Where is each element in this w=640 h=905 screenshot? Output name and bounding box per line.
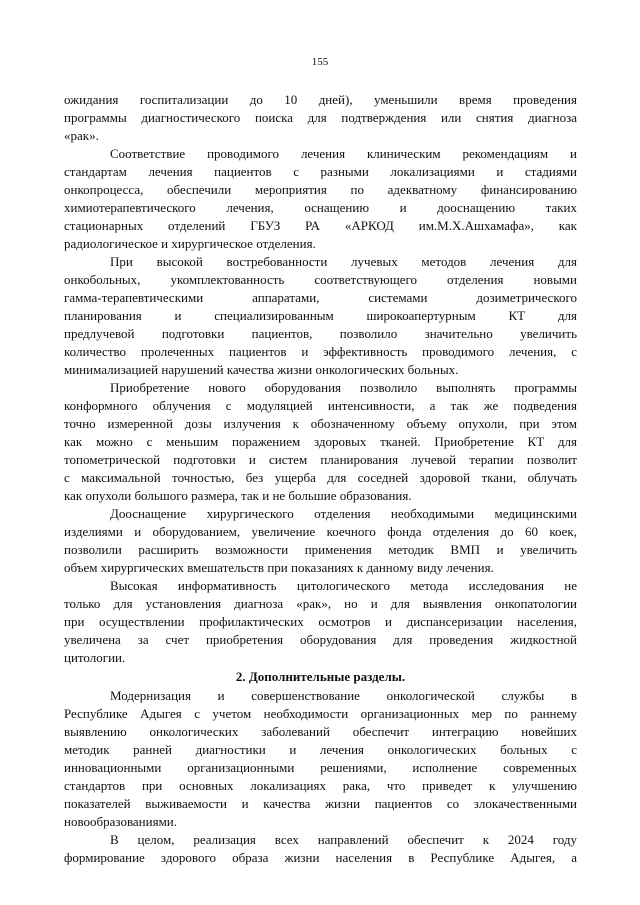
text-line: выявлению онкологических заболеваний обеспечит интеграцию новейших xyxy=(64,724,577,739)
text-line: химиотерапевтического лечения, оснащению и дооснащению таких xyxy=(64,200,577,215)
text-line: как можно с меньшим поражением здоровых тканей. Приобретение КТ для xyxy=(64,434,577,449)
text-line: только для установления диагноза «рак», но и для выявления онкопатологии xyxy=(64,596,577,611)
text-line: Модернизация и совершенствование онкологической службы в xyxy=(110,688,577,703)
text-line: программы диагностического поиска для подтверждения или снятия диагноза xyxy=(64,110,577,125)
text-line: Республике Адыгея с учетом необходимости организационных мер по раннему xyxy=(64,706,577,721)
text-line: планирования и специализированным широкоапертурным КТ для xyxy=(64,308,577,323)
text-line: В целом, реализация всех направлений обеспечит к 2024 году xyxy=(110,832,577,847)
text-line: онкобольных, укомплектованность соответствующего отделения новыми xyxy=(64,272,577,287)
text-line: Соответствие проводимого лечения клиническим рекомендациям и xyxy=(110,146,577,161)
text-line: количество пролеченных пациентов и эффективность проводимого лечения, с xyxy=(64,344,577,359)
page-number: 155 xyxy=(311,56,329,68)
text-line: как опухоли большого размера, так и не большие образования. xyxy=(64,488,412,503)
text-line: стандартов при основных локализациях рака, что приведет к улучшению xyxy=(64,778,577,793)
text-line: При высокой востребованности лучевых методов лечения для xyxy=(110,254,577,269)
text-line: стандартам лечения пациентов с разными локализациями и стадиями xyxy=(64,164,577,179)
text-line: позволили расширить возможности применения методик ВМП и увеличить xyxy=(64,542,577,557)
text-line: цитологии. xyxy=(64,650,126,665)
text-line: онкопроцесса, обеспечили мероприятия по адекватному финансированию xyxy=(64,182,577,197)
body-text xyxy=(64,91,577,867)
text-line: Приобретение нового оборудования позволило выполнять программы xyxy=(110,380,577,395)
text-line: ожидания госпитализации до 10 дней), уменьшили время проведения xyxy=(64,92,577,107)
text-line: радиологическое и хирургическое отделения. xyxy=(64,236,316,251)
text-line: минимализацией нарушений качества жизни онкологических больных. xyxy=(64,362,459,377)
text-line: стационарных отделений ГБУЗ РА «АРКОД им.М.Х.Ашхамафа», как xyxy=(64,218,577,233)
text-line: с максимальной точностью, без ущерба для соседней здоровой ткани, облучать xyxy=(64,470,577,485)
text-line: при осуществлении профилактических осмотров и диспансеризации населения, xyxy=(64,614,577,629)
text-line: точно измеренной дозы излучения к обозначенному объему опухоли, при этом xyxy=(64,416,577,431)
text-line: новообразованиями. xyxy=(64,814,178,829)
text-line: топометрической подготовки и систем планирования лучевой терапии позволит xyxy=(64,452,577,467)
text-line: Высокая информативность цитологического метода исследования не xyxy=(110,578,577,593)
text-line: объем хирургических вмешательств при показаниях к данному виду лечения. xyxy=(64,560,494,575)
text-line: инновационными организационными решениями, исполнение современных xyxy=(64,760,577,775)
text-line: показателей выживаемости и качества жизни пациентов со злокачественными xyxy=(64,796,577,811)
text-line: конформного облучения с модуляцией интенсивности, а так же подведения xyxy=(64,398,577,413)
text-line: «рак». xyxy=(64,128,99,143)
text-line: гамма-терапевтическими аппаратами, системами дозиметрического xyxy=(64,290,577,305)
section-heading: 2. Дополнительные разделы. xyxy=(235,669,406,684)
text-line: Дооснащение хирургического отделения необходимыми медицинскими xyxy=(110,506,577,521)
text-line: методик ранней диагностики и лечения онкологических больных с xyxy=(64,742,577,757)
text-line: формирование здорового образа жизни населения в Республике Адыгея, а xyxy=(64,850,577,865)
text-line: предлучевой подготовки пациентов, позволило значительно увеличить xyxy=(64,326,577,341)
text-line: изделиями и оборудованием, увеличение коечного фонда отделения до 60 коек, xyxy=(64,524,577,539)
text-line: увеличена за счет приобретения оборудования для проведения жидкостной xyxy=(64,632,577,647)
